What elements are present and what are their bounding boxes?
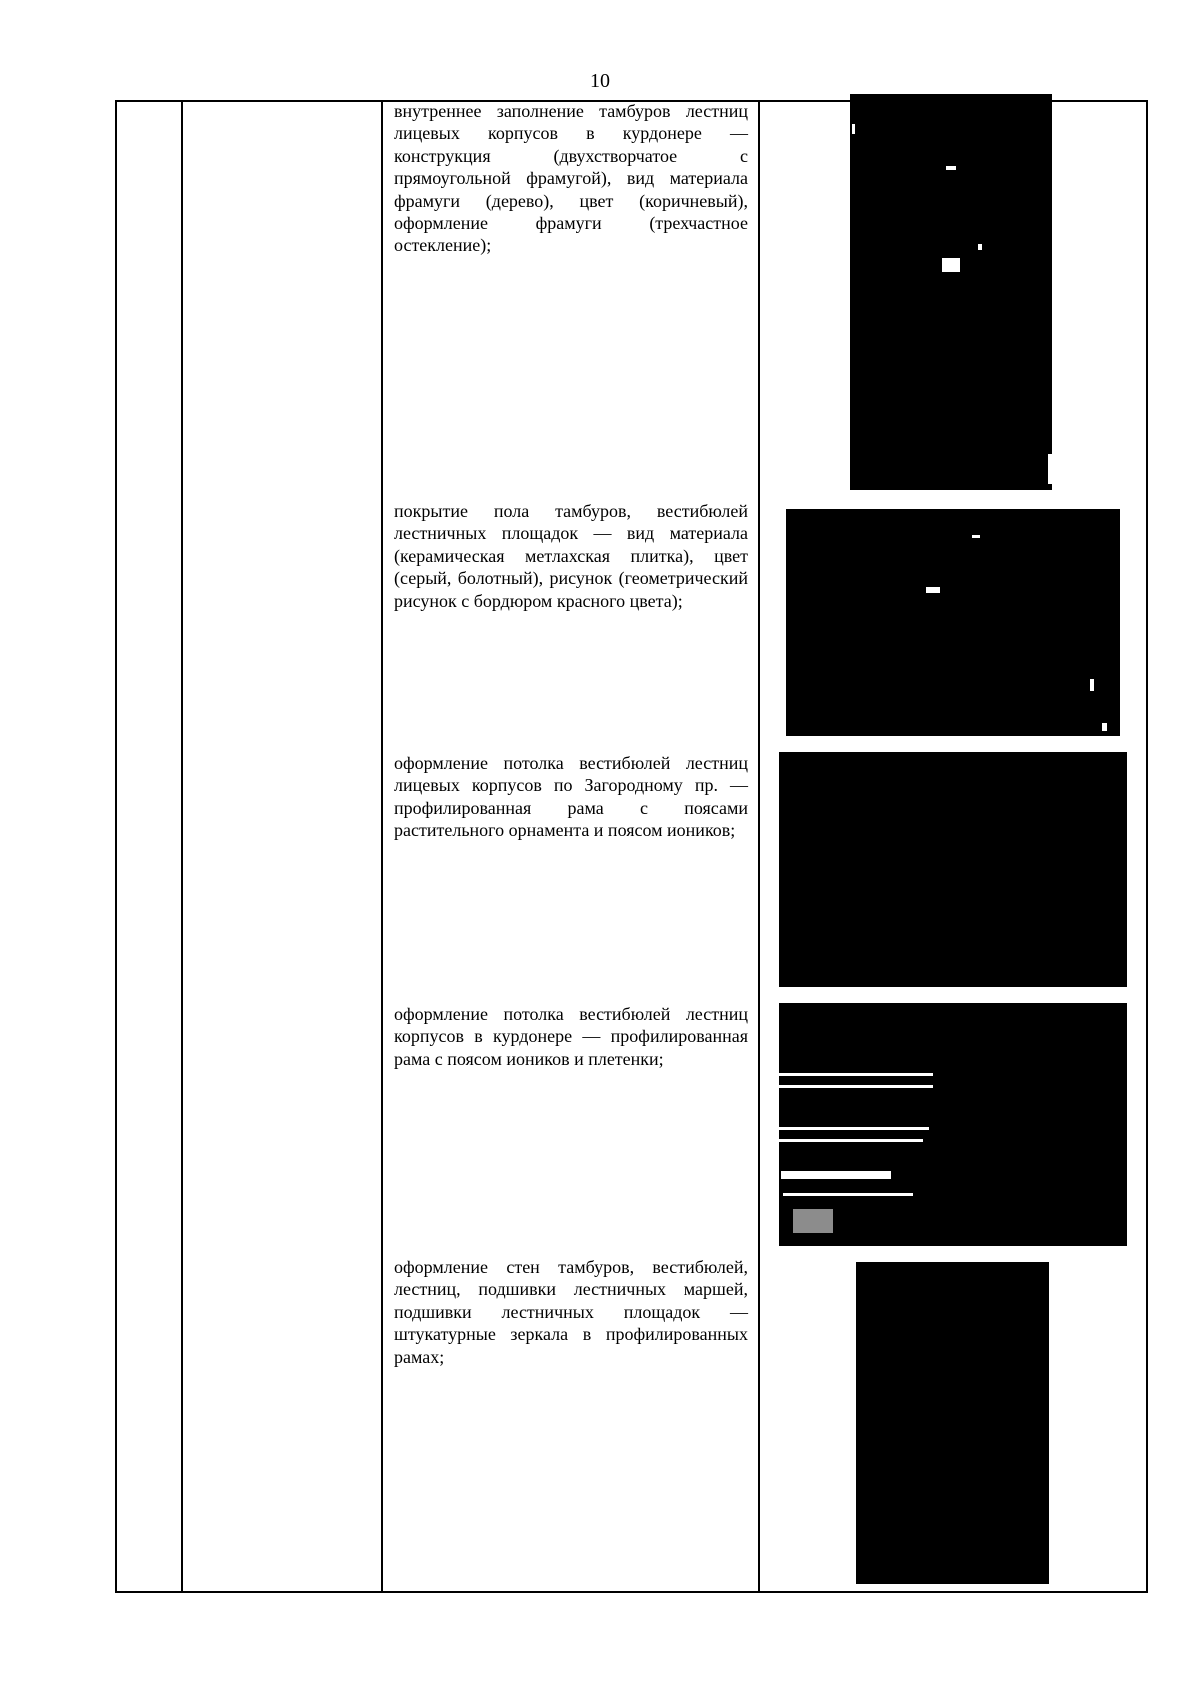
column-divider (381, 102, 383, 1591)
column-divider (181, 102, 183, 1591)
entry-description-ceiling-front: оформление потолка вестибюлей лестниц лицевых корпусов по Загородному пр. — профилированная рама с поясами растительного орнамента и поясом иоников; (394, 753, 748, 841)
entry-description-walls: оформление стен тамбуров, вестибюлей, лестниц, подшивки лестничных маршей, подшивки лестничных площадок — штукатурные зеркала в профилированных рамах; (394, 1257, 748, 1367)
photo-floor-tiles (786, 509, 1120, 736)
column-divider (758, 102, 760, 1591)
entry-description-vestibule-door: внутреннее заполнение тамбуров лестниц лицевых корпусов в курдонере — конструкция (двухстворчатое с прямоугольной фрамугой), вид материала фрамуги (дерево), цвет (коричневый), оформление фрамуги (трехчастное остекление); (394, 101, 748, 256)
photo-ceiling-front (779, 752, 1127, 987)
photo-ceiling-courtyard (779, 1003, 1127, 1246)
subject-of-protection-table (115, 100, 1148, 1593)
photo-vestibule-door (850, 94, 1052, 490)
page-number: 10 (590, 70, 610, 92)
photo-walls (856, 1262, 1049, 1584)
entry-description-floor: покрытие пола тамбуров, вестибюлей лестничных площадок — вид материала (керамическая метлахская плитка), цвет (серый, болотный), рисунок (геометрический рисунок с бордюром красного цвета); (394, 501, 748, 611)
entry-description-ceiling-courtyard: оформление потолка вестибюлей лестниц корпусов в курдонере — профилированная рама с поясом иоников и плетенки; (394, 1004, 748, 1069)
